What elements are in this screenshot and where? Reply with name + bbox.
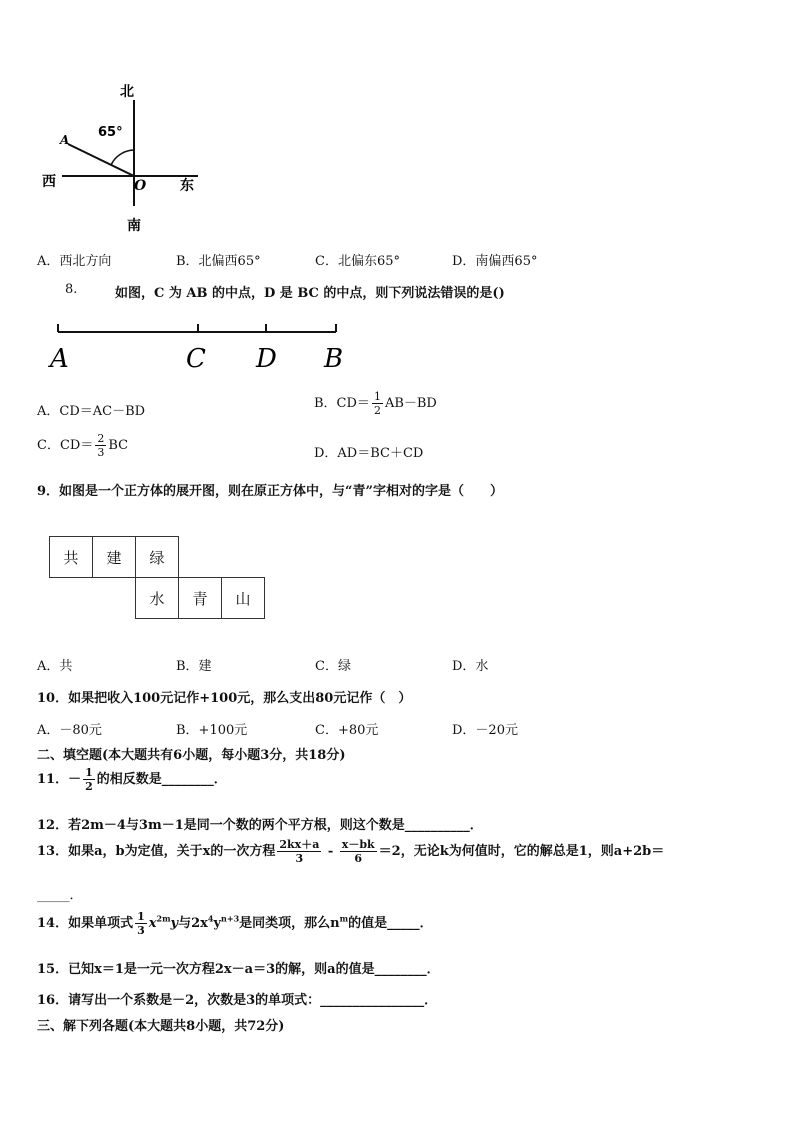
q11-fraction (83, 766, 95, 793)
angle-arc (111, 150, 134, 165)
q7-option-d: D．南偏西65° (452, 254, 538, 269)
q8-option-d: D．AD＝BC＋CD (314, 446, 424, 461)
q8-option-a: A．CD＝AC－BD (37, 404, 146, 419)
west-label: 西 (42, 174, 56, 190)
q8-option-c-prefix: C．CD＝ (37, 438, 94, 453)
q13-answer-line: _____． (37, 888, 83, 903)
point-b: B (324, 344, 344, 374)
net-cell: 水 (136, 578, 179, 619)
point-a: A (50, 344, 69, 374)
frac-denominator: 2 (85, 780, 93, 793)
frac-numerator: 2kx＋a (279, 838, 320, 851)
point-a-label: A (60, 133, 70, 147)
q14-mid: 与2x (178, 916, 208, 931)
east-label: 东 (180, 178, 194, 194)
net-empty (179, 537, 222, 578)
south-label: 南 (127, 218, 141, 234)
q14-question (37, 910, 433, 937)
q10-option-a: A．－80元 (37, 723, 102, 738)
q14-term1-tail: y (170, 916, 179, 931)
q13-minus: - (327, 844, 334, 859)
q11-question (37, 766, 227, 793)
q8-question: 如图，C 为 AB 的中点，D 是 BC 的中点，则下列说法错误的是() (115, 286, 505, 301)
angle-label: 65° (98, 125, 123, 140)
q14-term1-exponent: 2m (156, 913, 171, 924)
point-c: C (186, 344, 206, 374)
frac-numerator: 2 (97, 432, 105, 445)
net-empty (222, 537, 265, 578)
q9-question: 9．如图是一个正方体的展开图，则在原正方体中，与“青”字相对的字是（ ） (37, 484, 504, 499)
north-label: 北 (120, 84, 134, 100)
section-2-heading: 二、填空题(本大题共有6小题，每小题3分，共18分) (37, 748, 346, 763)
q9-option-b: B．建 (176, 659, 212, 674)
q9-option-a: A．共 (37, 659, 73, 674)
q13-suffix: ＝2，无论k为何值时，它的解总是1，则a+2b＝ (378, 844, 665, 859)
q8-option-c-fraction (95, 432, 106, 459)
point-d: D (256, 344, 277, 374)
frac-denominator: 3 (97, 446, 105, 459)
net-empty (50, 578, 93, 619)
net-cell: 共 (50, 537, 93, 578)
frac-numerator: 1 (85, 766, 93, 779)
q14-term2-exponent-x: 4 (207, 913, 214, 924)
q8-option-c (37, 432, 128, 459)
frac-denominator: 3 (137, 924, 145, 937)
q8-option-b-prefix: B．CD＝ (314, 396, 370, 411)
q8-option-b-suffix: AB－BD (384, 396, 437, 411)
q14-suffix: 是同类项，那么n (239, 916, 340, 931)
q14-term2-y: y (213, 916, 222, 931)
frac-denominator: 2 (373, 404, 381, 417)
q12-question: 12．若2m－4与3m－1是同一个数的两个平方根，则这个数是__________． (37, 818, 483, 833)
net-cell: 建 (93, 537, 136, 578)
q8-option-b (314, 390, 437, 417)
q10-option-d: D．－20元 (452, 723, 518, 738)
q13-question (37, 838, 664, 865)
q10-option-b: B．+100元 (176, 723, 248, 738)
net-empty (93, 578, 136, 619)
q13-prefix: 13．如果a，b为定值，关于x的一次方程 (37, 844, 276, 859)
q11-prefix: 11．－ (37, 772, 82, 787)
ray-oa (68, 144, 134, 176)
q11-suffix: 的相反数是________． (96, 772, 227, 787)
q14-prefix: 14．如果单项式 (37, 916, 134, 931)
segment-diagram (44, 318, 354, 376)
q13-fraction-1 (277, 838, 321, 865)
q10-question: 10．如果把收入100元记作+100元，那么支出80元记作（ ） (37, 691, 412, 706)
q9-option-c: C．绿 (315, 659, 351, 674)
q16-question: 16．请写出一个系数是－2，次数是3的单项式：________________． (37, 993, 438, 1008)
q7-option-c: C．北偏东65° (315, 254, 400, 269)
q14-tail: 的值是_____． (348, 916, 433, 931)
net-cell: 绿 (136, 537, 179, 578)
frac-denominator: 3 (295, 852, 304, 865)
section-3-heading: 三、解下列各题(本大题共8小题，共72分) (37, 1019, 285, 1034)
q7-option-a: A．西北方向 (37, 254, 112, 269)
point-o-label: O (134, 178, 147, 194)
net-cell: 青 (179, 578, 222, 619)
q8-option-b-fraction (372, 390, 383, 417)
frac-numerator: x－bk (341, 838, 375, 851)
q8-option-c-suffix: BC (108, 438, 129, 453)
q9-option-d: D．水 (452, 659, 489, 674)
q13-fraction-2 (340, 838, 377, 865)
q14-fraction (135, 910, 147, 937)
frac-numerator: 1 (373, 390, 381, 403)
q8-number: 8. (65, 282, 78, 297)
q14-suffix-exponent: m (339, 913, 349, 924)
frac-numerator: 1 (137, 910, 145, 923)
q15-question: 15．已知x＝1是一元一次方程2x－a＝3的解，则a的值是________． (37, 962, 440, 977)
cube-net (49, 536, 265, 619)
net-cell: 山 (222, 578, 265, 619)
q10-option-c: C．+80元 (315, 723, 379, 738)
q14-term2-exponent-y: n+3 (221, 913, 240, 924)
frac-denominator: 6 (354, 852, 363, 865)
q7-option-b: B．北偏西65° (176, 254, 261, 269)
compass-diagram (38, 78, 208, 238)
q14-term1: x (148, 916, 157, 931)
